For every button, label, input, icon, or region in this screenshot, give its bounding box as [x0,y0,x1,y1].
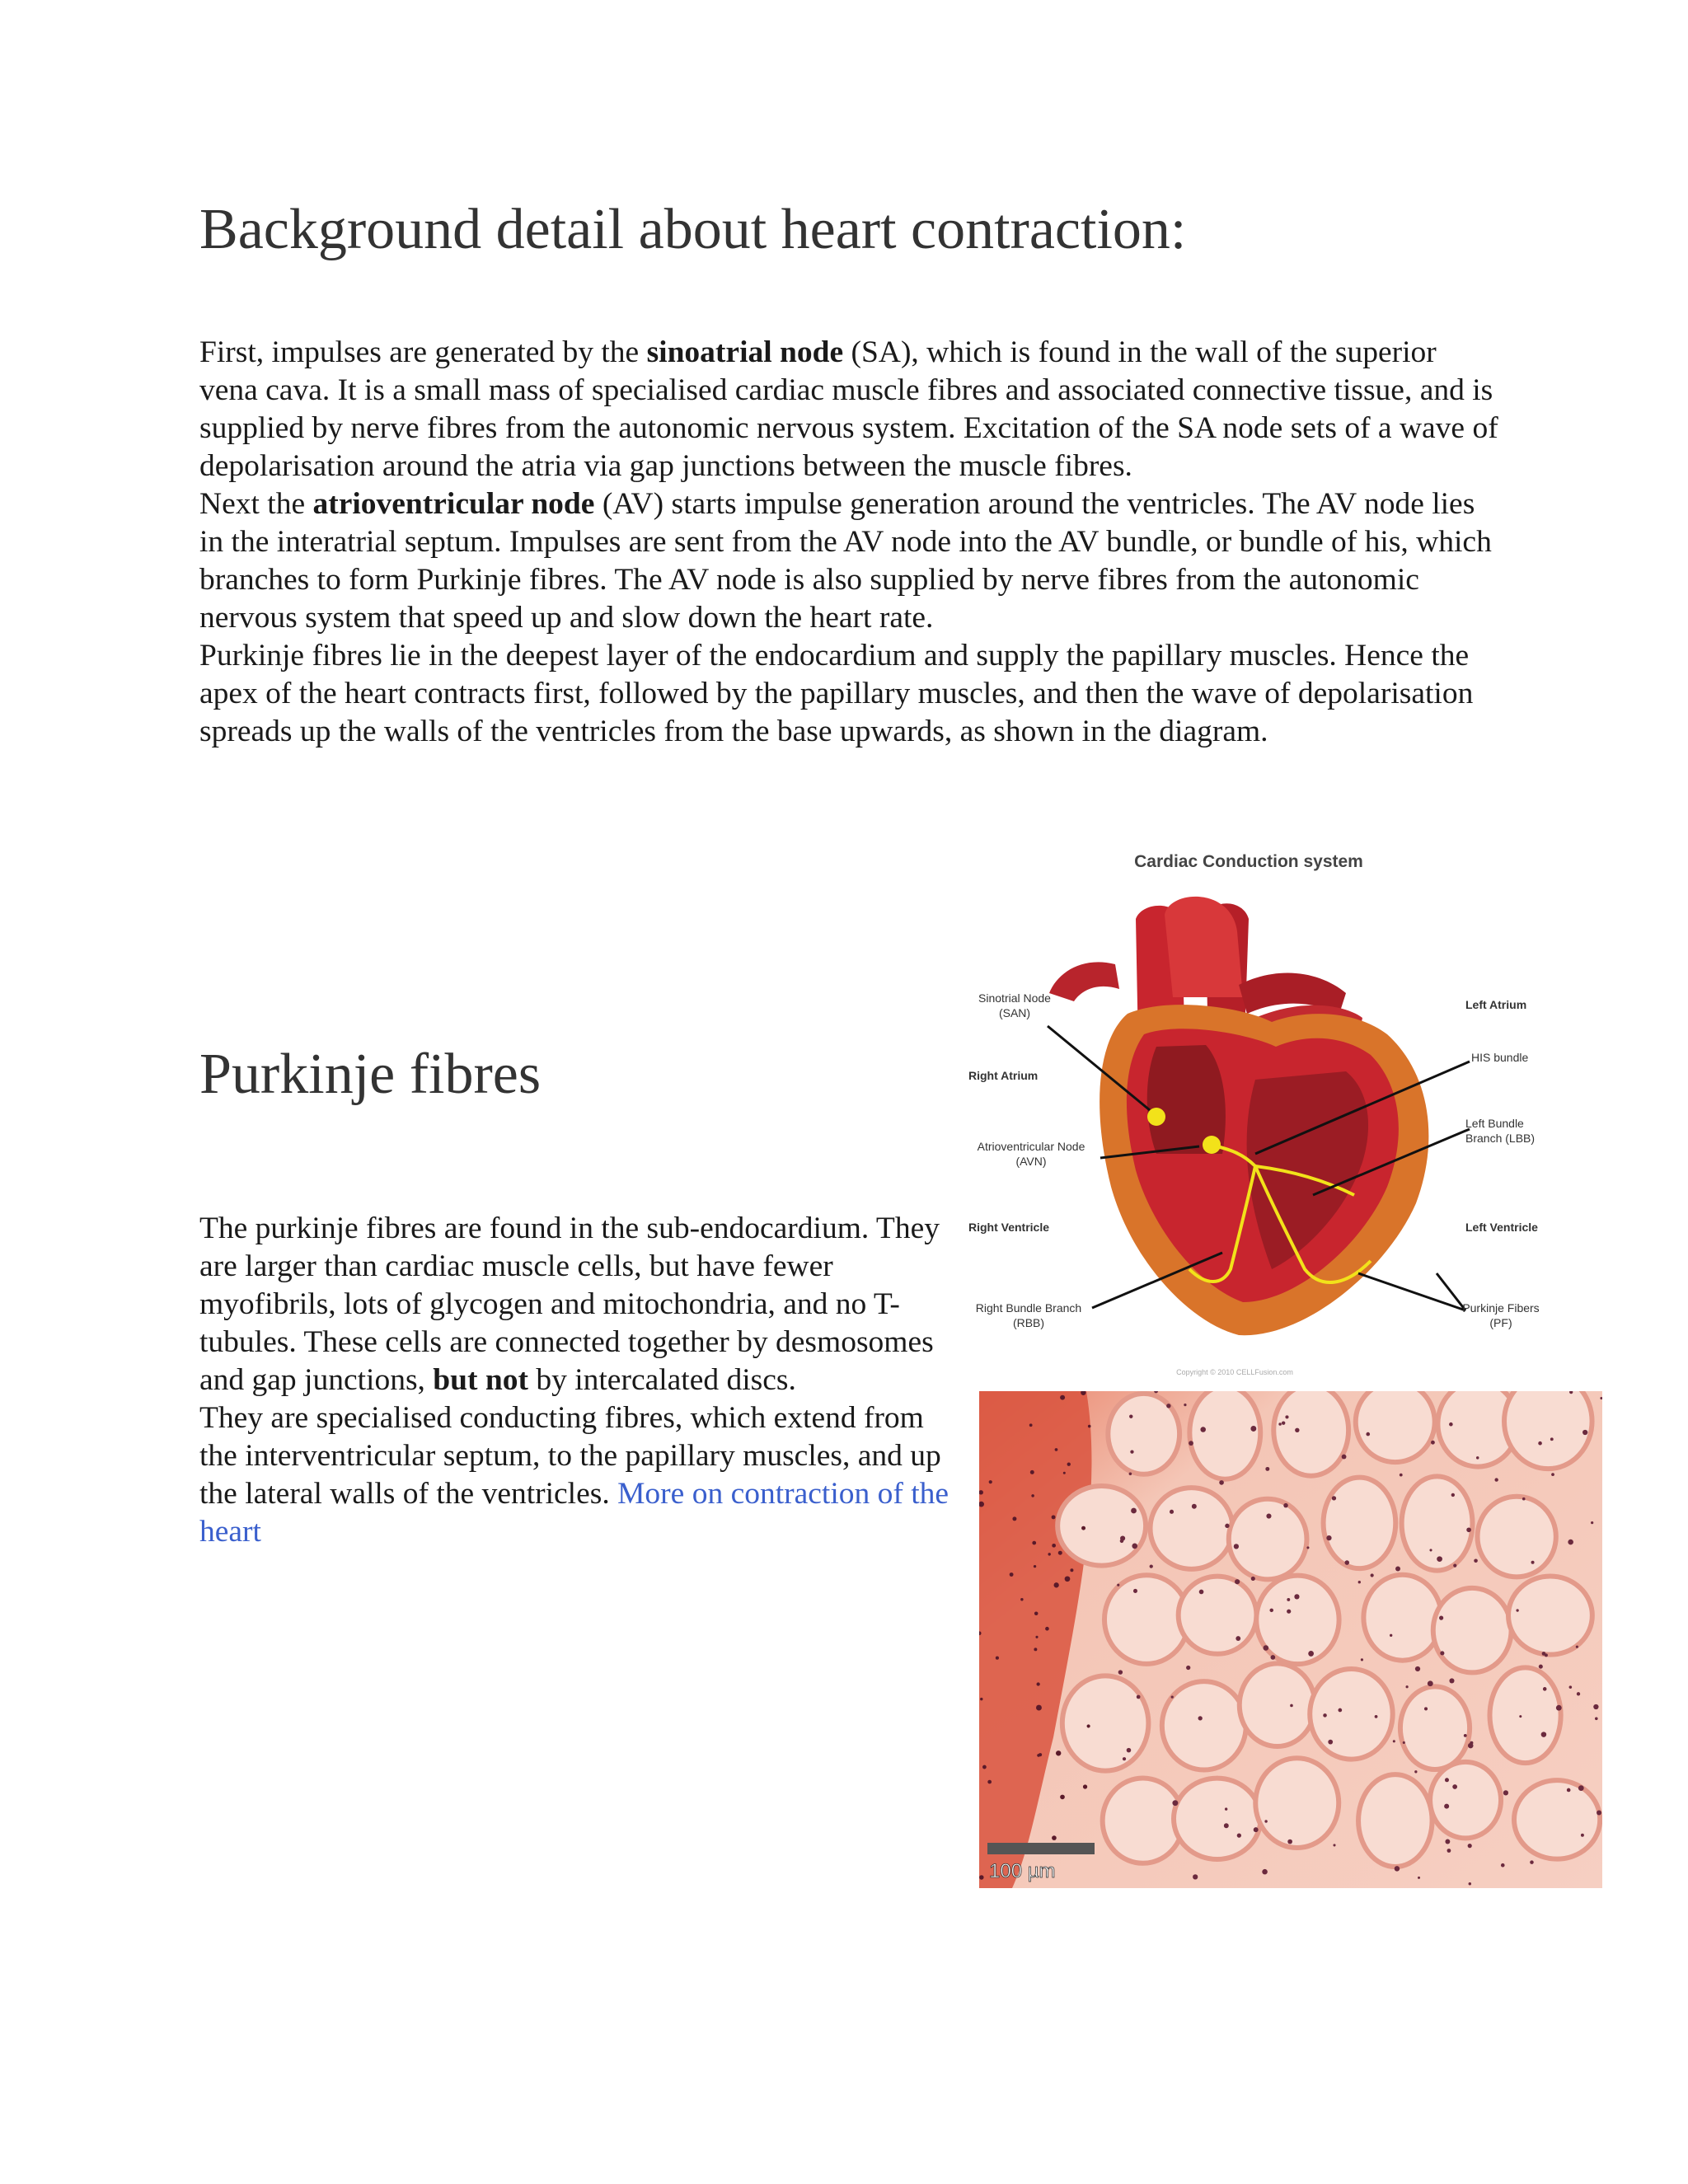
intro-text-block [199,334,1502,751]
nucleus [1545,1653,1548,1657]
nucleus [1578,1785,1584,1791]
nucleus [1219,1480,1224,1485]
nucleus [1200,1427,1206,1432]
label-rbb-line1: Right Bundle Branch [975,1301,1082,1315]
label-left-ventricle: Left Ventricle [1465,1221,1538,1234]
label-san-line2: (SAN) [998,1006,1031,1019]
nucleus [1519,1715,1522,1718]
nucleus [1032,1541,1036,1545]
nucleus [1593,1704,1598,1709]
nucleus [1431,1441,1435,1445]
nucleus [1418,1877,1420,1879]
nucleus [1039,1753,1042,1756]
text-run: They are specialised conducting fibres, which extend from the interventricular septum, to the papillary muscles, and up the lateral walls of the ventricles. [199,1401,941,1511]
nucleus [1282,1421,1285,1424]
nucleus [1445,1778,1449,1782]
purkinje-cell [1179,1577,1257,1654]
nucleus [989,1480,992,1483]
label-right-atrium: Right Atrium [968,1069,1039,1082]
purkinje-cell [1433,1588,1512,1673]
purkinje-cell [1229,1499,1307,1580]
nucleus [1326,1535,1331,1540]
nucleus [1338,1708,1342,1713]
nucleus [1055,1448,1058,1451]
purkinje-cell [1103,1779,1184,1863]
nucleus [1137,1695,1141,1699]
nucleus [1271,1655,1276,1660]
purkinje-cell [1240,1663,1315,1746]
nucleus [980,1698,982,1700]
nucleus [1052,1835,1057,1840]
nucleus [1424,1707,1428,1710]
nucleus [996,1657,999,1660]
label-his-bundle: HIS bundle [1471,1051,1529,1064]
label-right-ventricle: Right Ventricle [968,1221,1050,1234]
nucleus [1083,1784,1087,1788]
purkinje-cell [1189,1391,1260,1479]
nucleus [1045,1627,1049,1631]
nucleus [1395,1866,1400,1871]
purkinje-cell [1256,1576,1339,1665]
nucleus [1449,1422,1453,1427]
nucleus [1577,1692,1580,1695]
nucleus [1070,1568,1073,1572]
nucleus [1323,1713,1327,1718]
nucleus [1236,1636,1240,1641]
nucleus [1067,1463,1071,1466]
nucleus [1415,1666,1420,1671]
av-node-marker [1203,1136,1221,1154]
nucleus [1287,1840,1292,1844]
purkinje-cell [1358,1774,1432,1867]
nucleus [1189,1441,1193,1446]
nucleus [1344,1560,1349,1565]
nucleus [1440,1651,1444,1655]
nucleus [1117,1584,1119,1586]
nucleus [1171,1696,1174,1699]
nucleus [1503,1790,1508,1795]
nucleus [1361,1658,1363,1661]
nucleus [1551,1473,1554,1476]
nucleus [1065,1576,1071,1582]
bold-term-atrioventricular-node: atrioventricular node [312,487,595,521]
label-pf-line2: (PF) [1489,1316,1512,1329]
nucleus [1390,1634,1392,1637]
nucleus [1254,1827,1259,1832]
purkinje-cell [1310,1669,1392,1760]
nucleus [1451,1493,1455,1497]
nucleus [1063,1472,1066,1474]
nucleus [1237,1834,1241,1838]
purkinje-cell [1400,1686,1470,1769]
nucleus [1444,1804,1449,1809]
nucleus [1133,1589,1137,1593]
nucleus [1087,1724,1090,1727]
purkinje-cell [1255,1758,1339,1848]
nucleus [1342,1455,1347,1460]
nucleus [1468,1844,1472,1848]
nucleus [1184,1404,1186,1406]
nucleus [1582,1430,1587,1435]
text-run: The purkinje fibres are found in the sub-endocardium. They are larger than cardiac muscle cells, but have fewer myofibrils, lots of glycogen and mitochondria, and no T-tubules. These cells are connected together by desmosomes and gap junctions, [199,1212,940,1397]
nucleus [1468,1743,1473,1748]
purkinje-cell [1324,1478,1396,1569]
nucleus [1264,1645,1269,1651]
nucleus [1452,1784,1457,1789]
nucleus [1569,1685,1573,1689]
label-left-atrium: Left Atrium [1465,998,1527,1011]
nucleus [1591,1521,1593,1524]
purkinje-cell [1062,1675,1149,1770]
nucleus [1414,1770,1417,1773]
nucleus [1530,1860,1534,1864]
nucleus [1445,1840,1450,1844]
nucleus [1118,1670,1123,1674]
text-run: First, impulses are generated by the [199,335,647,369]
nucleus [1166,1404,1170,1408]
nucleus [1393,1740,1395,1742]
nucleus [1287,1598,1290,1601]
nucleus [1371,1573,1374,1577]
nucleus [1030,1470,1034,1474]
nucleus [1576,1646,1578,1648]
label-lbb-line2: Branch (LBB) [1465,1132,1536,1145]
diagram-copyright: Copyright © 2010 CELLFusion.com [1176,1368,1293,1376]
nucleus [1400,1474,1403,1477]
nucleus [1464,1734,1467,1737]
purkinje-cell [1363,1575,1442,1661]
nucleus [1538,1441,1542,1446]
nucleus [1439,1615,1443,1619]
label-rbb-line2: (RBB) [1012,1316,1045,1329]
nucleus [1081,1526,1085,1530]
nucleus [1568,1540,1573,1545]
nucleus [1056,1750,1061,1755]
nucleus [1129,1415,1132,1418]
nucleus [1516,1609,1518,1611]
purkinje-cell [1402,1476,1473,1570]
nucleus [1225,1807,1227,1810]
nucleus [1123,1757,1126,1760]
diagram-title: Cardiac Conduction system [1134,852,1363,871]
purkinje-cell [1514,1780,1600,1858]
nucleus [1058,1551,1062,1555]
nucleus [1295,1428,1299,1432]
nucleus [1048,1553,1050,1555]
label-avn-line2: (AVN) [1015,1155,1047,1168]
nucleus [1192,1504,1197,1509]
purkinje-cell [1057,1486,1146,1566]
purkinje-cell [1151,1488,1233,1569]
purkinje-cell [1273,1391,1348,1476]
nucleus [1264,1820,1267,1822]
nucleus [1403,1741,1405,1744]
nucleus [1541,1732,1546,1736]
nucleus [1235,1579,1240,1584]
nucleus [1052,1544,1056,1548]
nucleus [1333,1844,1335,1846]
label-pf-line1: Purkinje Fibers [1462,1301,1540,1315]
nucleus [1131,1508,1137,1514]
nucleus [1543,1687,1547,1691]
text-run: by intercalated discs. [528,1363,796,1397]
nucleus [1501,1863,1505,1868]
nucleus [1199,1590,1204,1595]
nucleus [1060,1395,1065,1400]
purkinje-cell [1430,1762,1501,1839]
nucleus [1234,1544,1239,1549]
scale-bar-label: 100 µm [989,1860,1056,1882]
nucleus [1306,1546,1309,1549]
nucleus [1034,1647,1037,1651]
nucleus [1395,1566,1400,1571]
label-avn-line1: Atrioventricular Node [977,1140,1085,1153]
nucleus [1130,1450,1133,1453]
purkinje-cell [1104,1575,1189,1664]
nucleus [1269,1609,1273,1613]
nucleus [1474,1558,1478,1563]
nucleus [1285,1415,1288,1418]
nucleus [1428,1680,1433,1686]
nucleus [1466,1527,1471,1532]
nucleus [1358,1581,1361,1583]
nucleus [1469,1882,1471,1885]
nucleus [1476,1456,1479,1459]
purkinje-micrograph [979,1391,1602,1888]
nucleus [1265,1467,1269,1471]
nucleus [1132,1544,1137,1549]
text-run: Next the [199,487,313,521]
purkinje-text-block [199,1210,958,1551]
nucleus [1186,1666,1190,1670]
more-on-contraction-link[interactable]: More on contraction of the heart [199,1477,950,1549]
purkinje-cell [1490,1667,1561,1763]
nucleus [1266,1513,1271,1518]
nucleus [1193,1874,1198,1879]
nucleus [1251,1577,1255,1581]
bold-term-but-not: but not [433,1363,528,1397]
nucleus [1447,1849,1451,1853]
nucleus [1127,1748,1132,1753]
nucleus [1129,1472,1132,1475]
label-lbb-line1: Left Bundle [1465,1117,1524,1130]
nucleus [1036,1682,1039,1685]
scale-bar [987,1843,1095,1854]
nucleus [1290,1704,1293,1708]
purkinje-cell [1478,1497,1556,1577]
purkinje-cell [1508,1577,1592,1655]
nucleus [1453,1564,1456,1568]
nucleus [1036,1705,1042,1711]
nucleus [1429,1549,1432,1551]
nucleus [1308,1651,1314,1657]
nucleus [1328,1740,1333,1745]
nucleus [1053,1582,1058,1587]
nucleus [982,1765,987,1769]
nucleus [1294,1594,1299,1599]
text-run: (SA), which is found in the wall of the superior vena cava. It is a small mass of specialised cardiac muscle fibres and associated connective tissue, and is supplied by nerve fibres from the autonomic nervous system. Excitation of the SA node sets of a wave of depolarisation around the atria via gap junctions between the muscle fibres. [199,335,1498,483]
nucleus [1332,1496,1336,1500]
nucleus [1034,1565,1036,1568]
nucleus [1225,1524,1229,1528]
nucleus [1567,1788,1571,1793]
purkinje-cell [1162,1681,1246,1769]
nucleus [1449,1678,1454,1683]
nucleus [1437,1556,1442,1562]
label-san-line1: Sinotrial Node [978,991,1051,1005]
nucleus [1150,1565,1153,1568]
nucleus [1597,1811,1601,1816]
nucleus [1029,1423,1033,1427]
nucleus [1556,1705,1562,1711]
purkinje-cell [1174,1779,1261,1859]
cardiac-conduction-diagram [959,841,1566,1393]
nucleus [1052,1515,1056,1519]
nucleus [1088,1425,1091,1428]
section-heading-background: Background detail about heart contraction: [199,198,1187,261]
nucleus [1494,1478,1498,1481]
nucleus [1581,1834,1584,1837]
nucleus [1060,1795,1065,1800]
nucleus [1539,1665,1543,1669]
bold-term-sinoatrial-node: sinoatrial node [646,335,844,369]
nucleus [1522,1497,1526,1501]
nucleus [1531,1561,1535,1564]
nucleus [1224,1823,1229,1828]
text-run: Purkinje fibres lie in the deepest layer of the endocardium and supply the papillary muscles. Hence the apex of the heart contracts first, followed by the papillary muscles, and then the wave of depolarisation spreads up the walls of the ventricles from the base upwards, as shown in the diagram. [199,639,1474,748]
nucleus [1287,1610,1291,1614]
nucleus [1375,1715,1378,1718]
text-run: (AV) starts impulse generation around the ventricles. The AV node lies in the interatrial septum. Impulses are sent from the AV node into the AV bundle, or bundle of his, which branches to form Purkinje fibres. The AV node is also supplied by nerve fibres from the autonomic nervous system that speed up and slow down the heart rate. [199,487,1492,635]
nucleus [1283,1503,1288,1508]
nucleus [1595,1717,1598,1720]
nucleus [1120,1540,1124,1544]
nucleus [979,1875,983,1879]
nucleus [1250,1426,1256,1432]
nucleus [1031,1494,1034,1497]
nucleus [1278,1422,1281,1426]
nucleus [1198,1716,1203,1720]
nucleus [1406,1685,1409,1688]
nucleus [987,1780,992,1784]
nucleus [1262,1869,1268,1875]
nucleus [1010,1572,1014,1577]
nucleus [1550,1437,1554,1441]
nucleus [1035,1636,1038,1638]
nucleus [1172,1800,1178,1806]
section-heading-purkinje: Purkinje fibres [199,1043,542,1106]
purkinje-cell [1504,1391,1592,1469]
sa-node-marker [1147,1108,1165,1126]
nucleus [1034,1612,1039,1616]
nucleus [1170,1510,1174,1514]
nucleus [1020,1598,1023,1601]
nucleus [1366,1432,1370,1436]
purkinje-cell [1356,1391,1435,1462]
nucleus [1012,1516,1016,1521]
